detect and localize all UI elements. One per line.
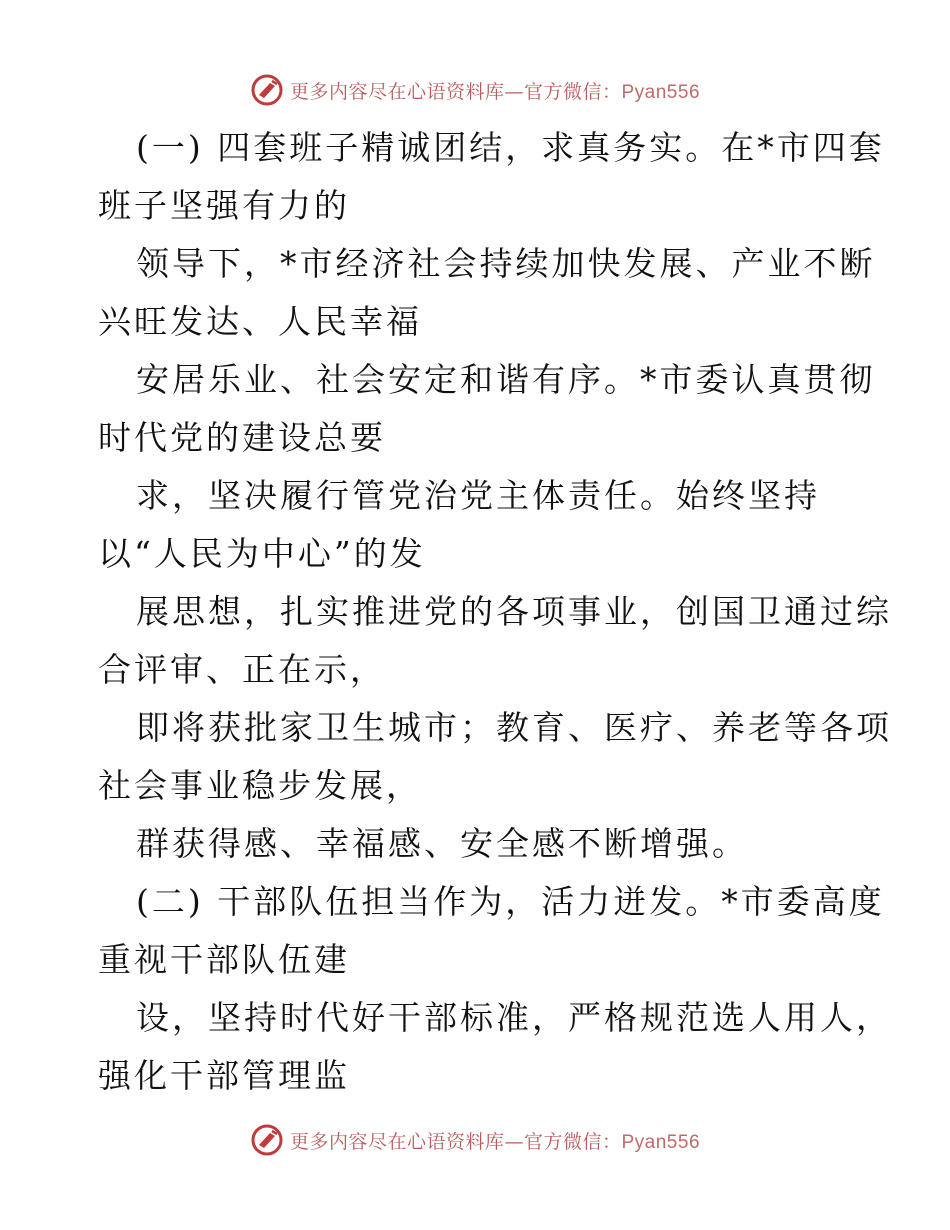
banner-wechat-id: Pyan556 [621, 81, 701, 103]
paragraph-line: 强化干部管理监 [98, 1056, 350, 1095]
paragraph-line: 求，坚决履行管党治党主体责任。始终坚持 [136, 476, 820, 515]
paragraph-line: 兴旺发达、人民幸福 [98, 302, 422, 341]
paragraph-line: 展思想，扎实推进党的各项事业，创国卫通过综 [136, 592, 892, 631]
paragraph-line: 安居乐业、社会安定和谐有序。*市委认真贯彻 [136, 360, 876, 399]
paragraph-line: (一) 四套班子精诚团结，求真务实。在*市四套 [136, 128, 885, 167]
banner-site-text: 更多内容尽在心语资料库—官方微信： [289, 80, 622, 103]
banner-site-text: 更多内容尽在心语资料库—官方微信： [289, 1130, 622, 1153]
paragraph-line: 以“人民为中心”的发 [98, 534, 426, 573]
paragraph-line: 社会事业稳步发展， [98, 766, 422, 805]
paragraph-line: 即将获批家卫生城市；教育、医疗、养老等各项 [136, 708, 892, 747]
paragraph-line: 设，坚持时代好干部标准，严格规范选人用人， [136, 998, 892, 1037]
red-seal-logo-icon [250, 1123, 284, 1157]
paragraph-line: (二) 干部队伍担当作为，活力迸发。*市委高度 [136, 882, 885, 921]
paragraph-line: 时代党的建设总要 [98, 418, 386, 457]
paragraph-line: 合评审、正在示， [98, 650, 386, 689]
paragraph-line: 班子坚强有力的 [98, 186, 350, 225]
footer-watermark-banner [0, 1120, 950, 1160]
banner-text [290, 1127, 700, 1154]
paragraph-line: 群获得感、幸福感、安全感不断增强。 [136, 824, 748, 863]
paragraph-line: 重视干部队伍建 [98, 940, 350, 979]
banner-wechat-id: Pyan556 [621, 1131, 701, 1153]
paragraph-line: 领导下，*市经济社会持续加快发展、产业不断 [136, 244, 876, 283]
